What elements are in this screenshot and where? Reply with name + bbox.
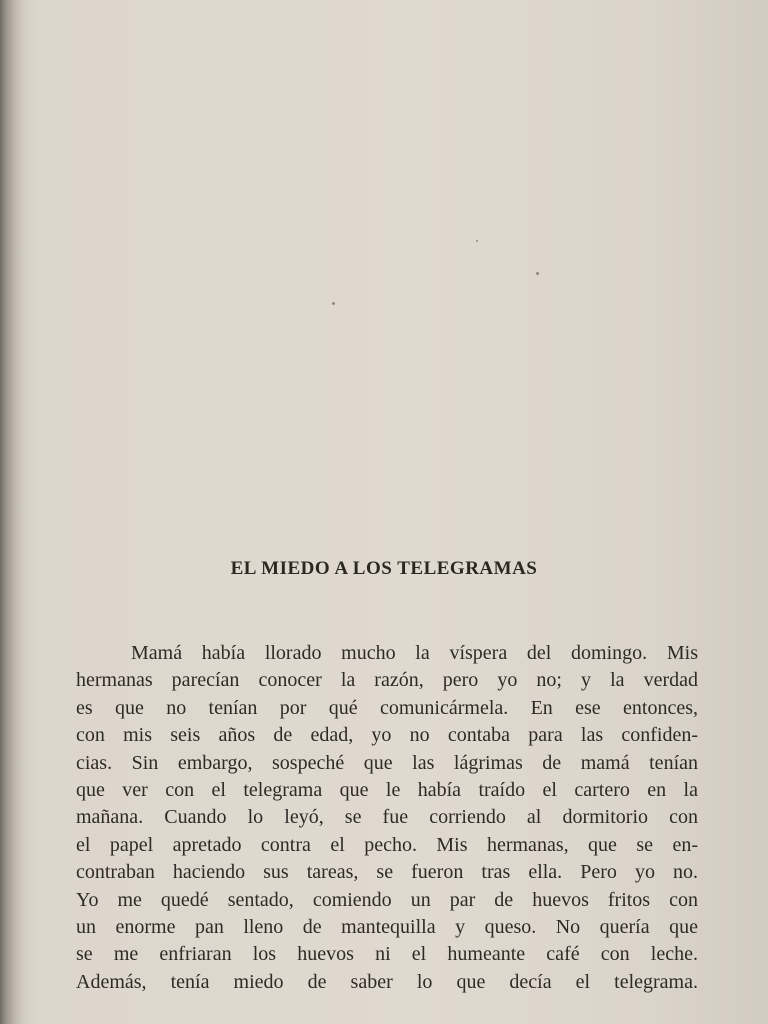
paragraph-line: hermanas parecían conocer la razón, pero yo no; y la verdad [76,669,698,692]
body-paragraph [76,640,698,996]
paragraph-line: se me enfriaran los huevos ni el humeante café con leche. [76,943,698,966]
paper-speck [536,272,539,275]
paragraph-line: el papel apretado contra el pecho. Mis hermanas, que se en- [76,833,698,856]
paragraph-line: Además, tenía miedo de saber lo que decía el telegrama. [76,970,698,993]
paragraph-line: Mamá había llorado mucho la víspera del domingo. Mis [131,642,698,664]
paragraph-line: mañana. Cuando lo leyó, se fue corriendo al dormitorio con [76,806,698,829]
paragraph-line: contraban haciendo sus tareas, se fueron tras ella. Pero yo no. [76,861,698,884]
paper-speck [476,240,478,242]
paragraph-line: Yo me quedé sentado, comiendo un par de huevos fritos con [76,888,698,911]
paragraph-line: que ver con el telegrama que le había traído el cartero en la [76,779,698,802]
paragraph-line: con mis seis años de edad, yo no contaba para las confiden- [76,724,698,747]
paragraph-line: un enorme pan lleno de mantequilla y queso. No quería que [76,916,698,939]
paper-speck [332,302,335,305]
chapter-title: EL MIEDO A LOS TELEGRAMAS [230,558,538,579]
paragraph-line: es que no tenían por qué comunicármela. En ese entonces, [76,696,698,719]
paragraph-line: cias. Sin embargo, sospeché que las lágrimas de mamá tenían [76,751,698,774]
page-gutter-shadow [0,0,30,1024]
